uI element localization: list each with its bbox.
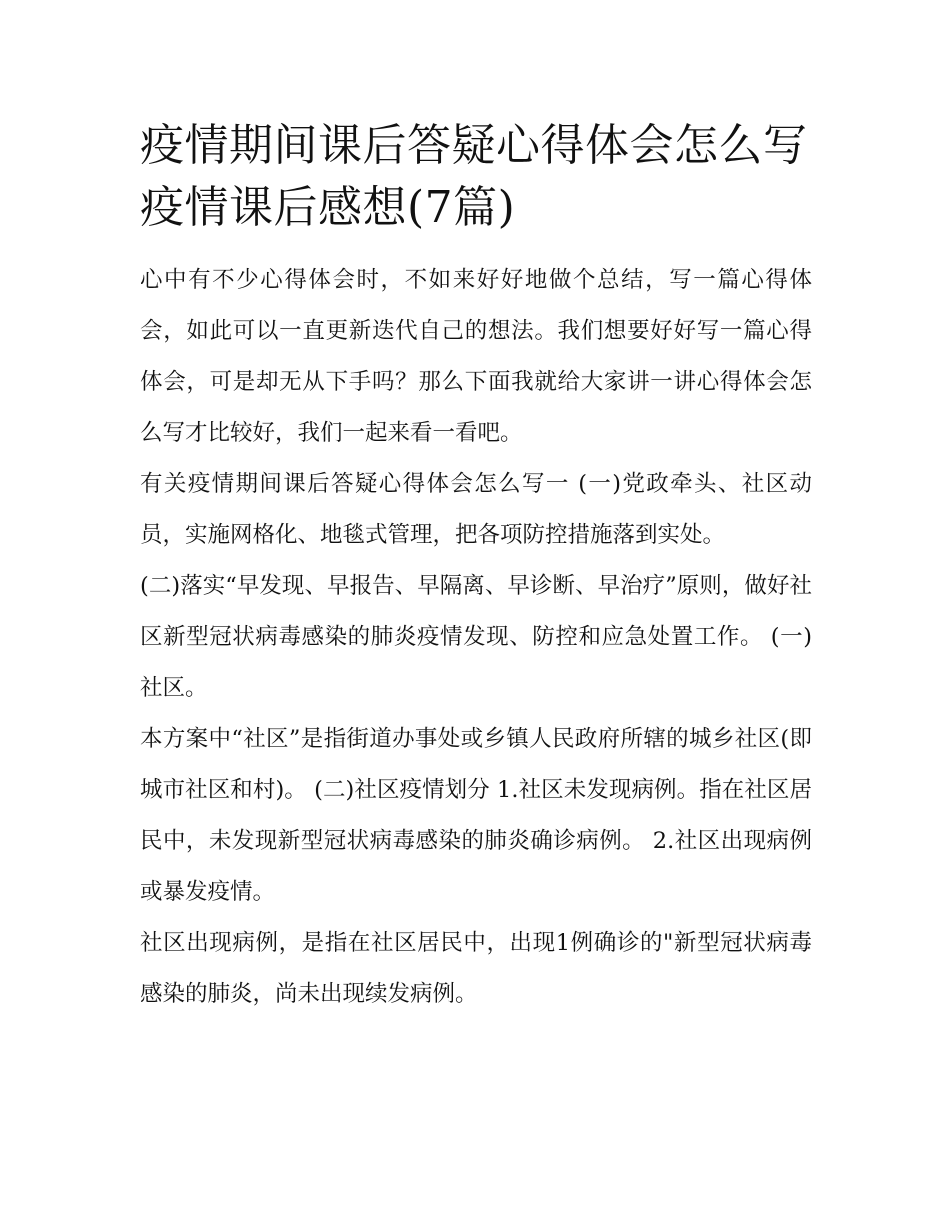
paragraph-principle: (二)落实“早发现、早报告、早隔离、早诊断、早治疗”原则，做好社区新型冠状病毒感染的肺炎疫情发现、防控和应急处置工作。 (一)社区。: [140, 573, 812, 701]
paragraph-intro: 心中有不少心得体会时，不如来好好地做个总结，写一篇心得体会，如此可以一直更新迭代自己的想法。我们想要好好写一篇心得体会，可是却无从下手吗？那么下面我就给大家讲一讲心得体会怎么写才比较好，我们一起来看一看吧。: [140, 267, 812, 446]
document-title: 疫情期间课后答疑心得体会怎么写 疫情课后感想(7篇): [140, 120, 808, 233]
document-body: [140, 115, 812, 1020]
paragraph-community-definition: 本方案中“社区”是指街道办事处或乡镇人民政府所辖的城乡社区(即城市社区和村)。 (二)社区疫情划分 1.社区未发现病例。指在社区居民中，未发现新型冠状病毒感染的肺炎确诊病例。 2.社区出现病例或暴发疫情。: [140, 726, 812, 905]
paragraph-section-one: 有关疫情期间课后答疑心得体会怎么写一 (一)党政牵头、社区动员，实施网格化、地毯式管理，把各项防控措施落到实处。: [140, 471, 812, 548]
paragraph-case-definition: 社区出现病例，是指在社区居民中，出现1例确诊的"新型冠状病毒感染的肺炎，尚未出现续发病例。: [140, 930, 812, 1007]
